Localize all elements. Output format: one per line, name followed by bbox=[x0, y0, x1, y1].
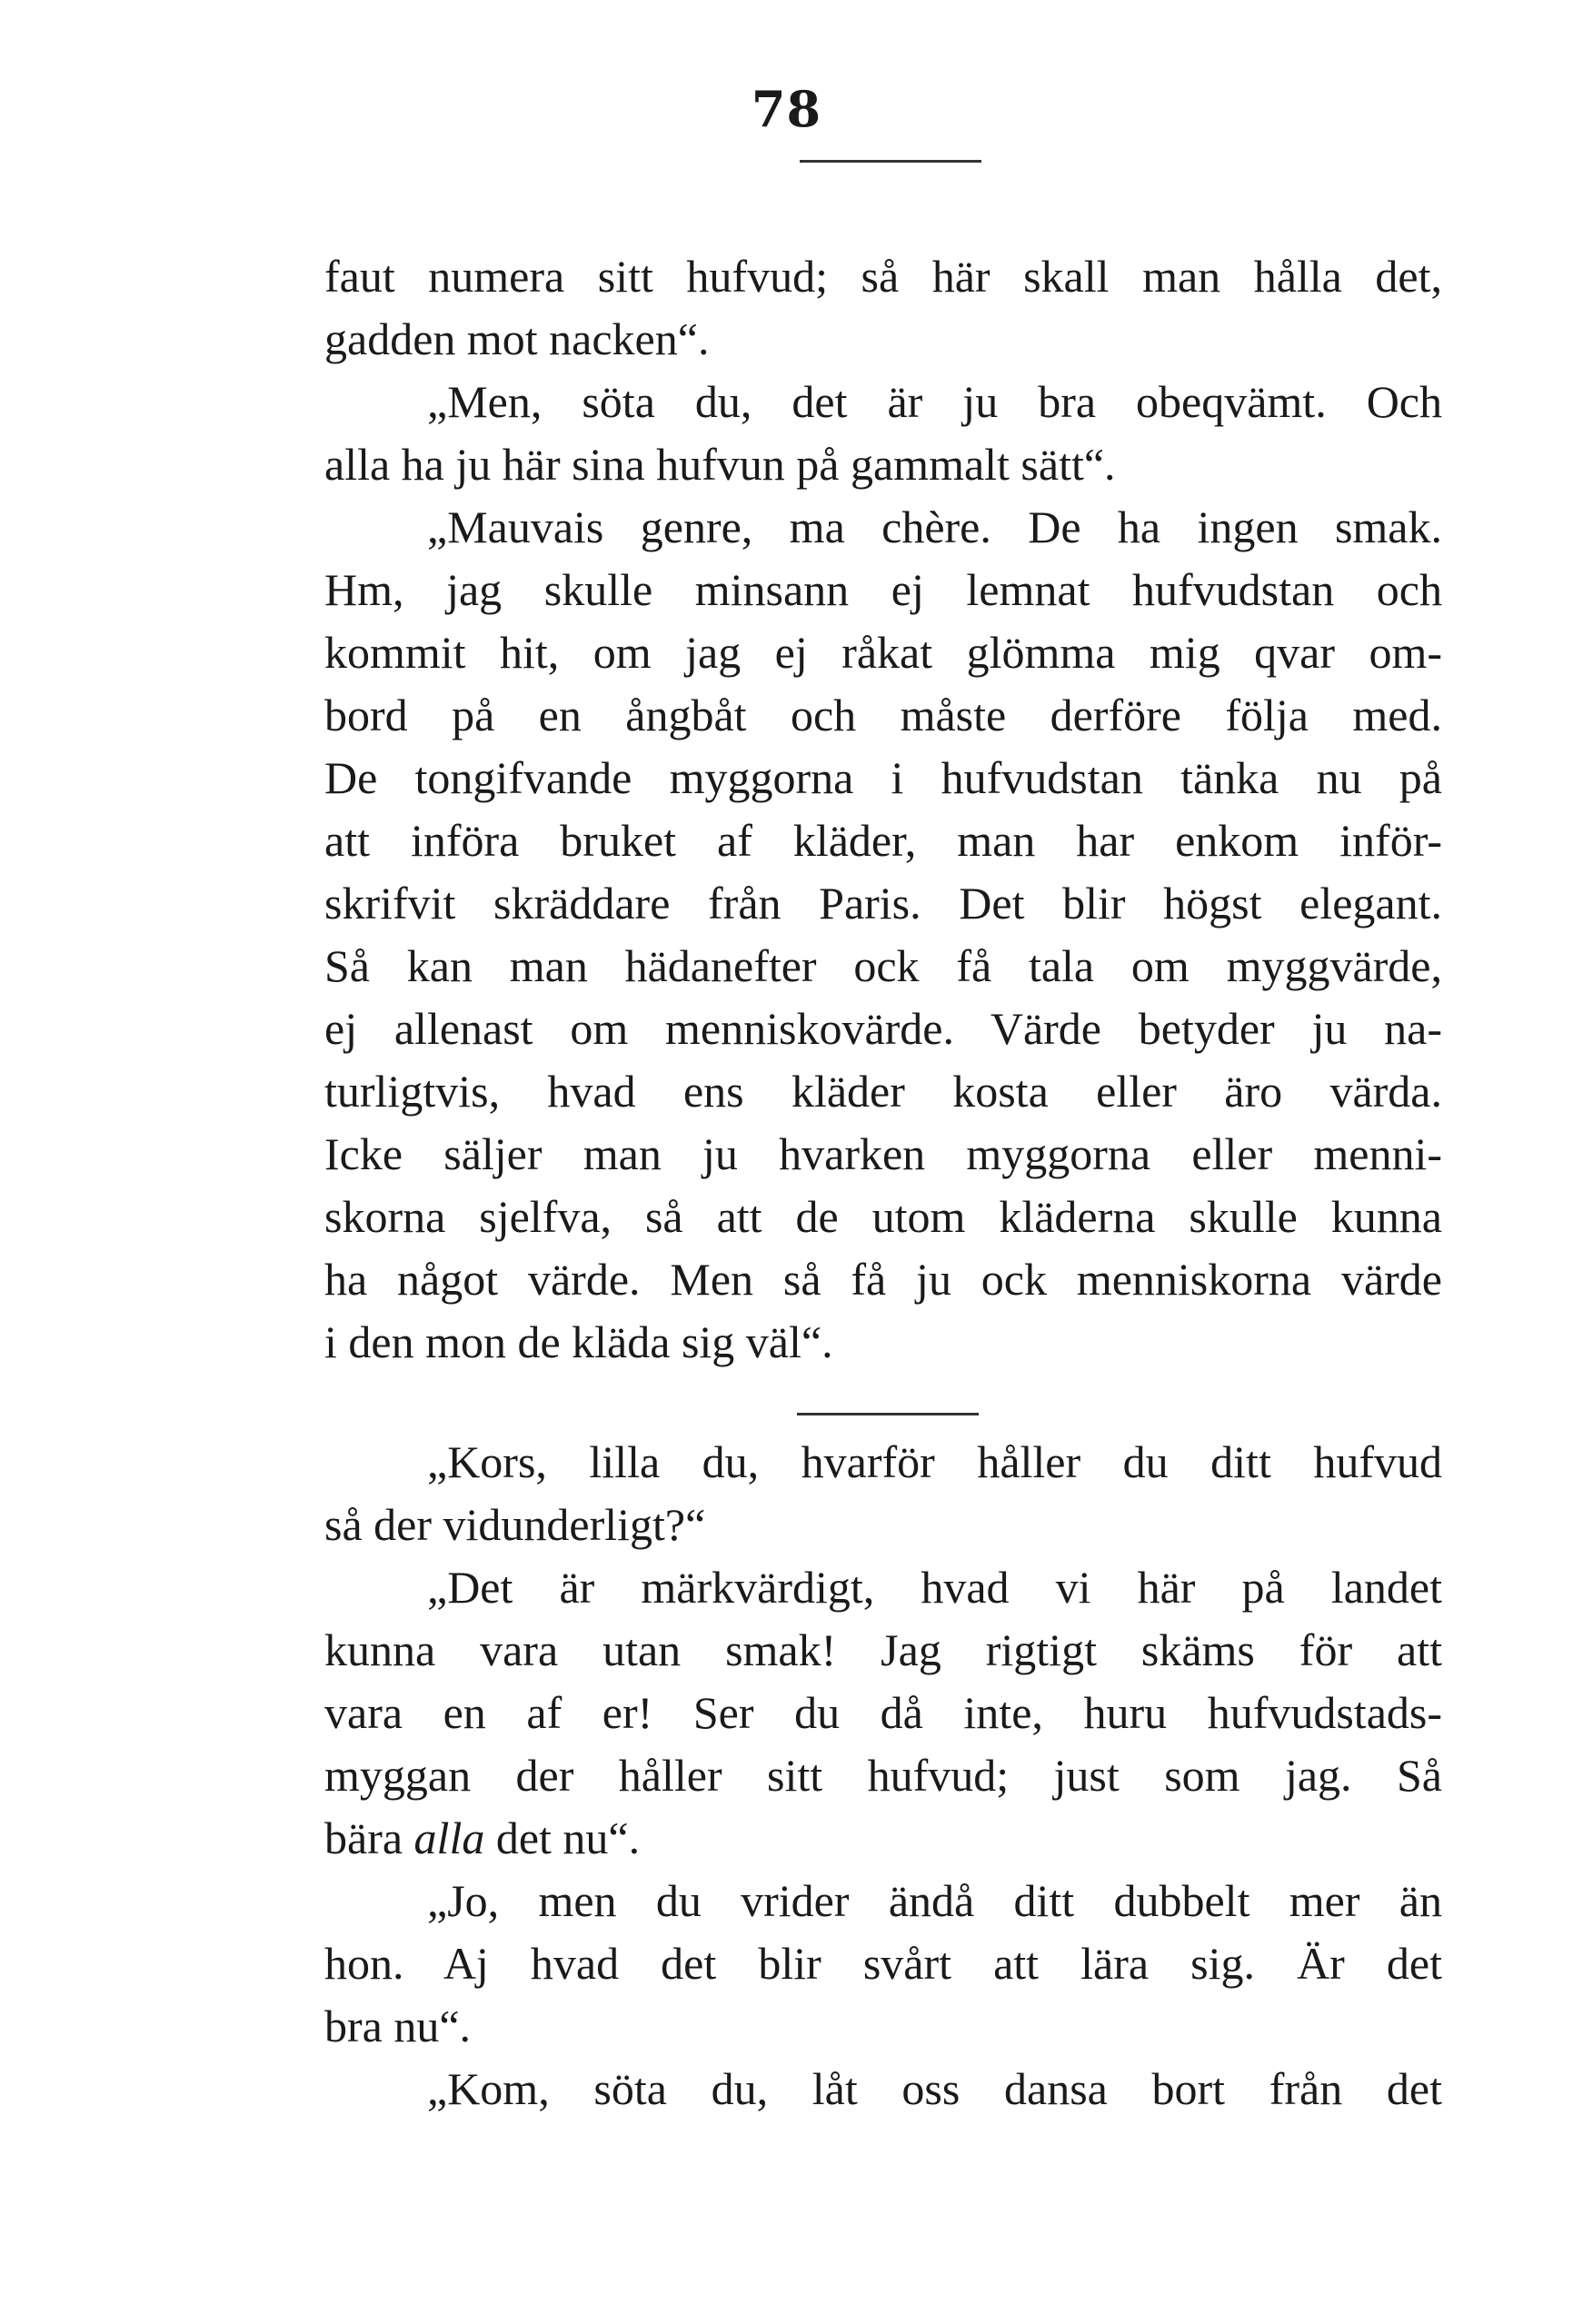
section-2-lines bbox=[324, 1431, 1442, 1807]
text-line: Icke säljer man ju hvarken myggorna eller menni- bbox=[324, 1128, 1442, 1179]
text-line: myggan der håller sitt hufvud; just som jag. Så bbox=[324, 1750, 1442, 1801]
text-line: skrifvit skräddare från Paris. Det blir högst elegant. bbox=[324, 878, 1442, 929]
text-section-1 bbox=[324, 245, 1442, 1374]
text-line: Så kan man hädanefter ock få tala om myggvärde, bbox=[324, 940, 1442, 991]
section-2-lines-after bbox=[324, 1870, 1442, 2120]
text-section-2 bbox=[324, 1431, 1442, 2120]
italic-line-prefix: bära bbox=[324, 1813, 414, 1863]
text-line: så der vidunderligt?“ bbox=[324, 1499, 706, 1550]
page-number: 78 bbox=[751, 80, 822, 138]
text-line: „Kom, söta du, låt oss dansa bort från det bbox=[427, 2063, 1442, 2114]
header-rule bbox=[800, 160, 981, 163]
text-line: att införa bruket af kläder, man har enkom inför- bbox=[324, 815, 1442, 866]
text-line: „Det är märkvärdigt, hvad vi här på landet bbox=[427, 1562, 1442, 1613]
text-line: „Jo, men du vrider ändå ditt dubbelt mer än bbox=[427, 1875, 1442, 1926]
italic-word: alla bbox=[413, 1813, 485, 1863]
text-line: „Kors, lilla du, hvarför håller du ditt hufvud bbox=[427, 1436, 1442, 1487]
text-line-italic bbox=[324, 1807, 1442, 1870]
text-line: ha något värde. Men så få ju ock menniskorna värde bbox=[324, 1254, 1442, 1305]
text-line: kunna vara utan smak! Jag rigtigt skäms för att bbox=[324, 1624, 1442, 1675]
text-line: De tongifvande myggorna i hufvudstan tänka nu på bbox=[324, 752, 1442, 803]
text-line: bord på en ångbåt och måste derföre följa med. bbox=[324, 690, 1442, 740]
text-line: vara en af er! Ser du då inte, huru hufvudstads- bbox=[324, 1687, 1442, 1738]
text-line: Hm, jag skulle minsann ej lemnat hufvudstan och bbox=[324, 564, 1442, 615]
text-line: i den mon de kläda sig väl“. bbox=[324, 1316, 833, 1367]
italic-line-suffix: det nu“. bbox=[484, 1813, 641, 1863]
text-line: hon. Aj hvad det blir svårt att lära sig. Är det bbox=[324, 1938, 1442, 1989]
text-line: turligtvis, hvad ens kläder kosta eller äro värda. bbox=[324, 1066, 1442, 1117]
text-line: bra nu“. bbox=[324, 2001, 472, 2051]
text-line: „Men, söta du, det är ju bra obeqvämt. Och bbox=[427, 376, 1442, 427]
text-line: faut numera sitt hufvud; så här skall man hålla det, bbox=[324, 251, 1442, 302]
text-line: ej allenast om menniskovärde. Värde betyder ju na- bbox=[324, 1003, 1442, 1054]
text-line: „Mauvais genre, ma chère. De ha ingen smak. bbox=[427, 502, 1442, 552]
text-line: alla ha ju här sina hufvun på gammalt sätt“. bbox=[324, 439, 1116, 490]
text-line: gadden mot nacken“. bbox=[324, 313, 710, 364]
section-divider bbox=[797, 1413, 979, 1415]
text-line: kommit hit, om jag ej råkat glömma mig qvar om- bbox=[324, 627, 1442, 678]
text-line: skorna sjelfva, så att de utom kläderna skulle kunna bbox=[324, 1191, 1442, 1242]
